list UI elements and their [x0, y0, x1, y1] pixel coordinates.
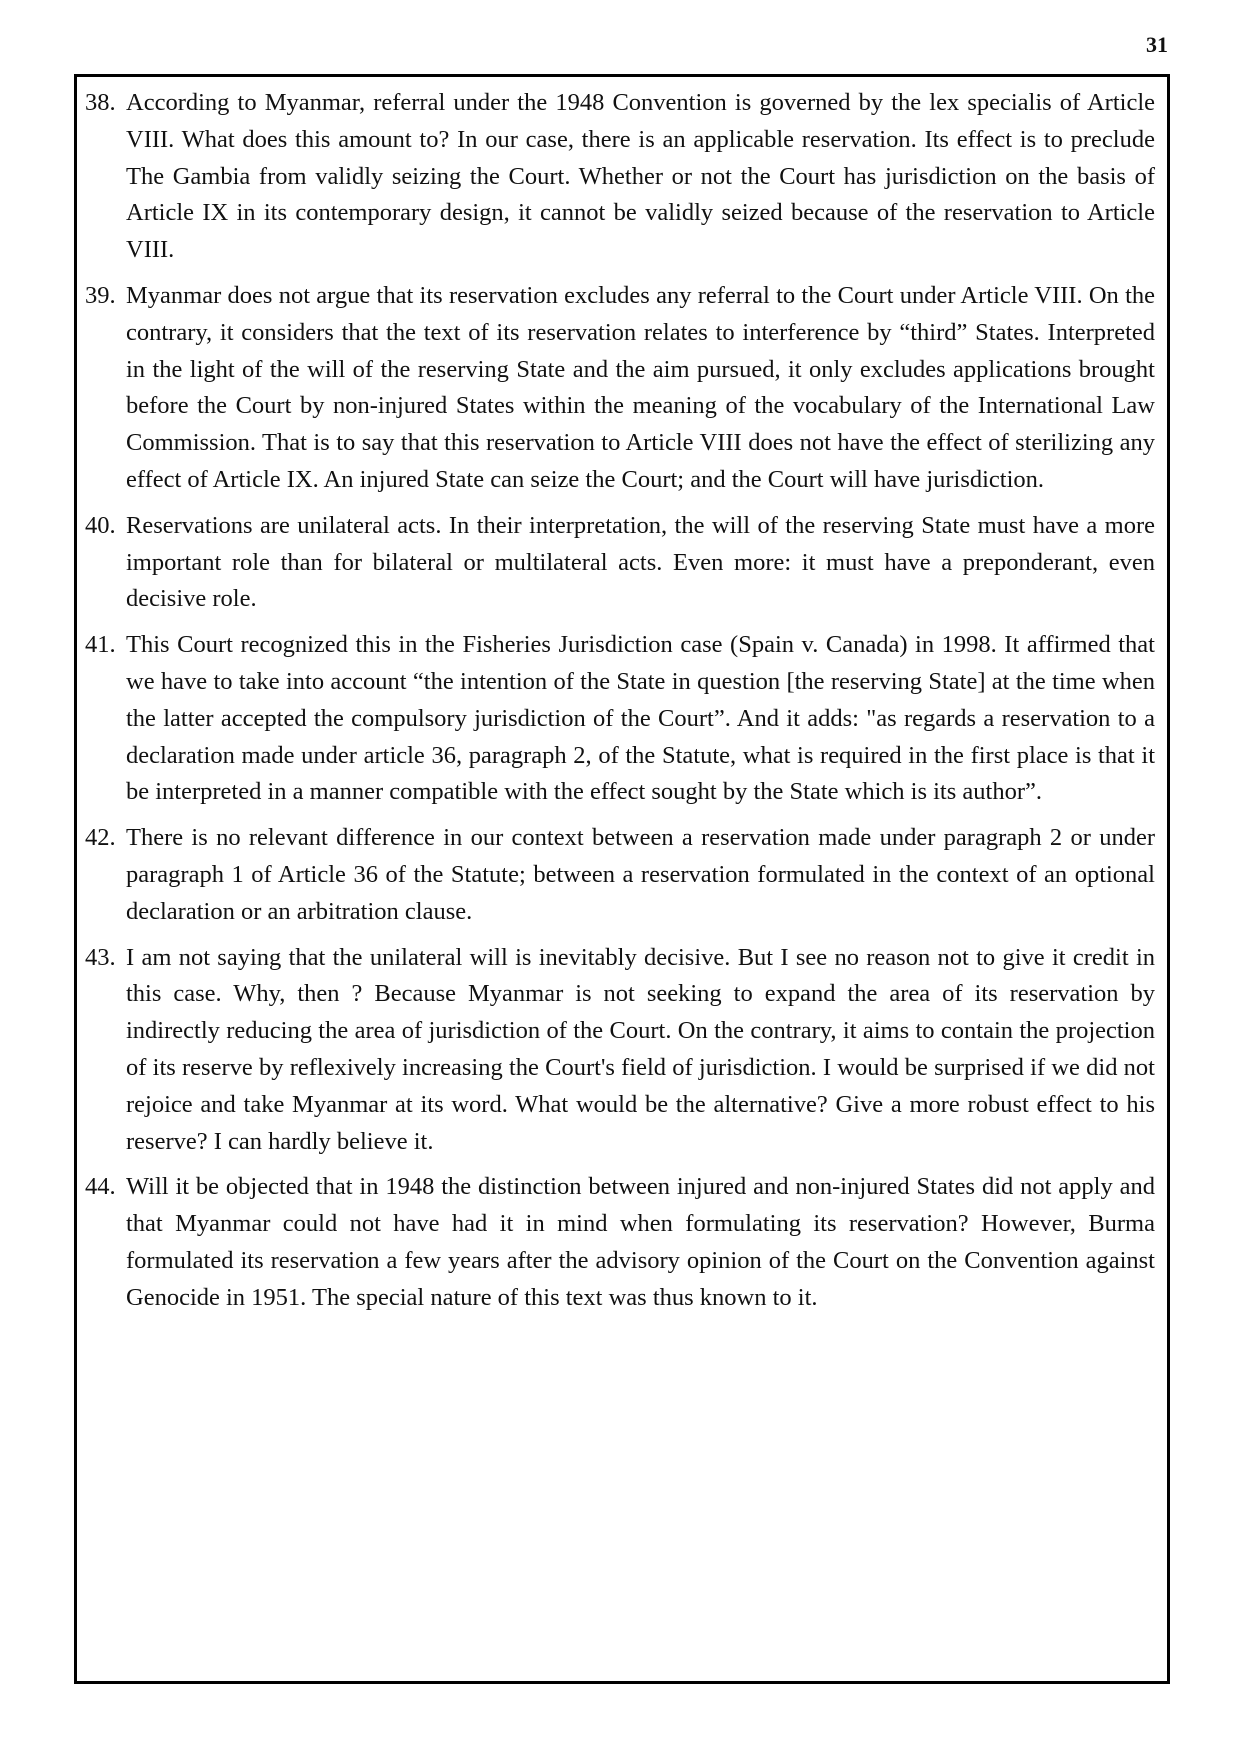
- page-number: 31: [1146, 32, 1168, 57]
- paragraph-number: 38.: [85, 89, 116, 116]
- paragraph-40: [85, 508, 1155, 618]
- text-frame: [74, 74, 1170, 1684]
- paragraph-text: According to Myanmar, referral under the 1948 Convention is governed by the lex specialis of Article VIII. What does this amount to? In our case, there is an applicable reservation. Its effect is to preclude The Gambia from validly seizing the Court. Whether or not the Court has jurisdiction on the basis of Article IX in its contemporary design, it cannot be validly seized because of the reservation to Article VIII.: [126, 89, 1155, 264]
- paragraph-text: This Court recognized this in the Fisheries Jurisdiction case (Spain v. Canada) in 1998. It affirmed that we have to take into account “the intention of the State in question [the reserving State] at the time when the latter accepted the compulsory jurisdiction of the Court”. And it adds: "as regards a reservation to a declaration made under article 36, paragraph 2, of the Statute, what is required in the first place is that it be interpreted in a manner compatible with the effect sought by the State which is its author”.: [126, 631, 1155, 806]
- paragraph-text: There is no relevant difference in our context between a reservation made under paragraph 2 or under paragraph 1 of Article 36 of the Statute; between a reservation formulated in the context of an optional declaration or an arbitration clause.: [126, 824, 1155, 925]
- paragraph-number: 44.: [85, 1173, 116, 1201]
- paragraph-39: [85, 278, 1155, 499]
- paragraph-text: Reservations are unilateral acts. In their interpretation, the will of the reserving State must have a more important role than for bilateral or multilateral acts. Even more: it must have a preponderant, even decisive role.: [126, 511, 1155, 613]
- paragraph-42: [85, 820, 1155, 930]
- paragraph-41: [85, 627, 1155, 811]
- paragraph-44: [85, 1169, 1155, 1316]
- paragraph-text: I am not saying that the unilateral will is inevitably decisive. But I see no reason not to give it credit in this case. Why, then ? Because Myanmar is not seeking to expand the area of its reservation by indirectly reducing the area of jurisdiction of the Court. On the contrary, it aims to contain the projection of its reserve by reflexively increasing the Court's field of jurisdiction. I would be surprised if we did not rejoice and take Myanmar at its word. What would be the alternative? Give a more robust effect to his reserve? I can hardly believe it.: [126, 943, 1155, 1155]
- paragraph-43: [85, 940, 1155, 1161]
- paragraph-number: 40.: [85, 511, 116, 539]
- paragraph-text: Will it be objected that in 1948 the distinction between injured and non-injured States did not apply and that Myanmar could not have had it in mind when formulating its reservation? However, Burma formulated its reservation a few years after the advisory opinion of the Court on the Convention against Genocide in 1951. The special nature of this text was thus known to it.: [126, 1173, 1155, 1311]
- paragraph-38: [85, 85, 1155, 269]
- paragraph-text: Myanmar does not argue that its reservation excludes any referral to the Court under Article VIII. On the contrary, it considers that the text of its reservation relates to interference by “third” States. Interpreted in the light of the will of the reserving State and the aim pursued, it only excludes applications brought before the Court by non-injured States within the meaning of the vocabulary of the International Law Commission. That is to say that this reservation to Article VIII does not have the effect of sterilizing any effect of Article IX. An injured State can seize the Court; and the Court will have jurisdiction.: [126, 281, 1155, 493]
- paragraph-number: 43.: [85, 943, 116, 971]
- paragraph-number: 41.: [85, 631, 116, 659]
- paragraph-number: 39.: [85, 281, 116, 309]
- paragraph-number: 42.: [85, 824, 116, 852]
